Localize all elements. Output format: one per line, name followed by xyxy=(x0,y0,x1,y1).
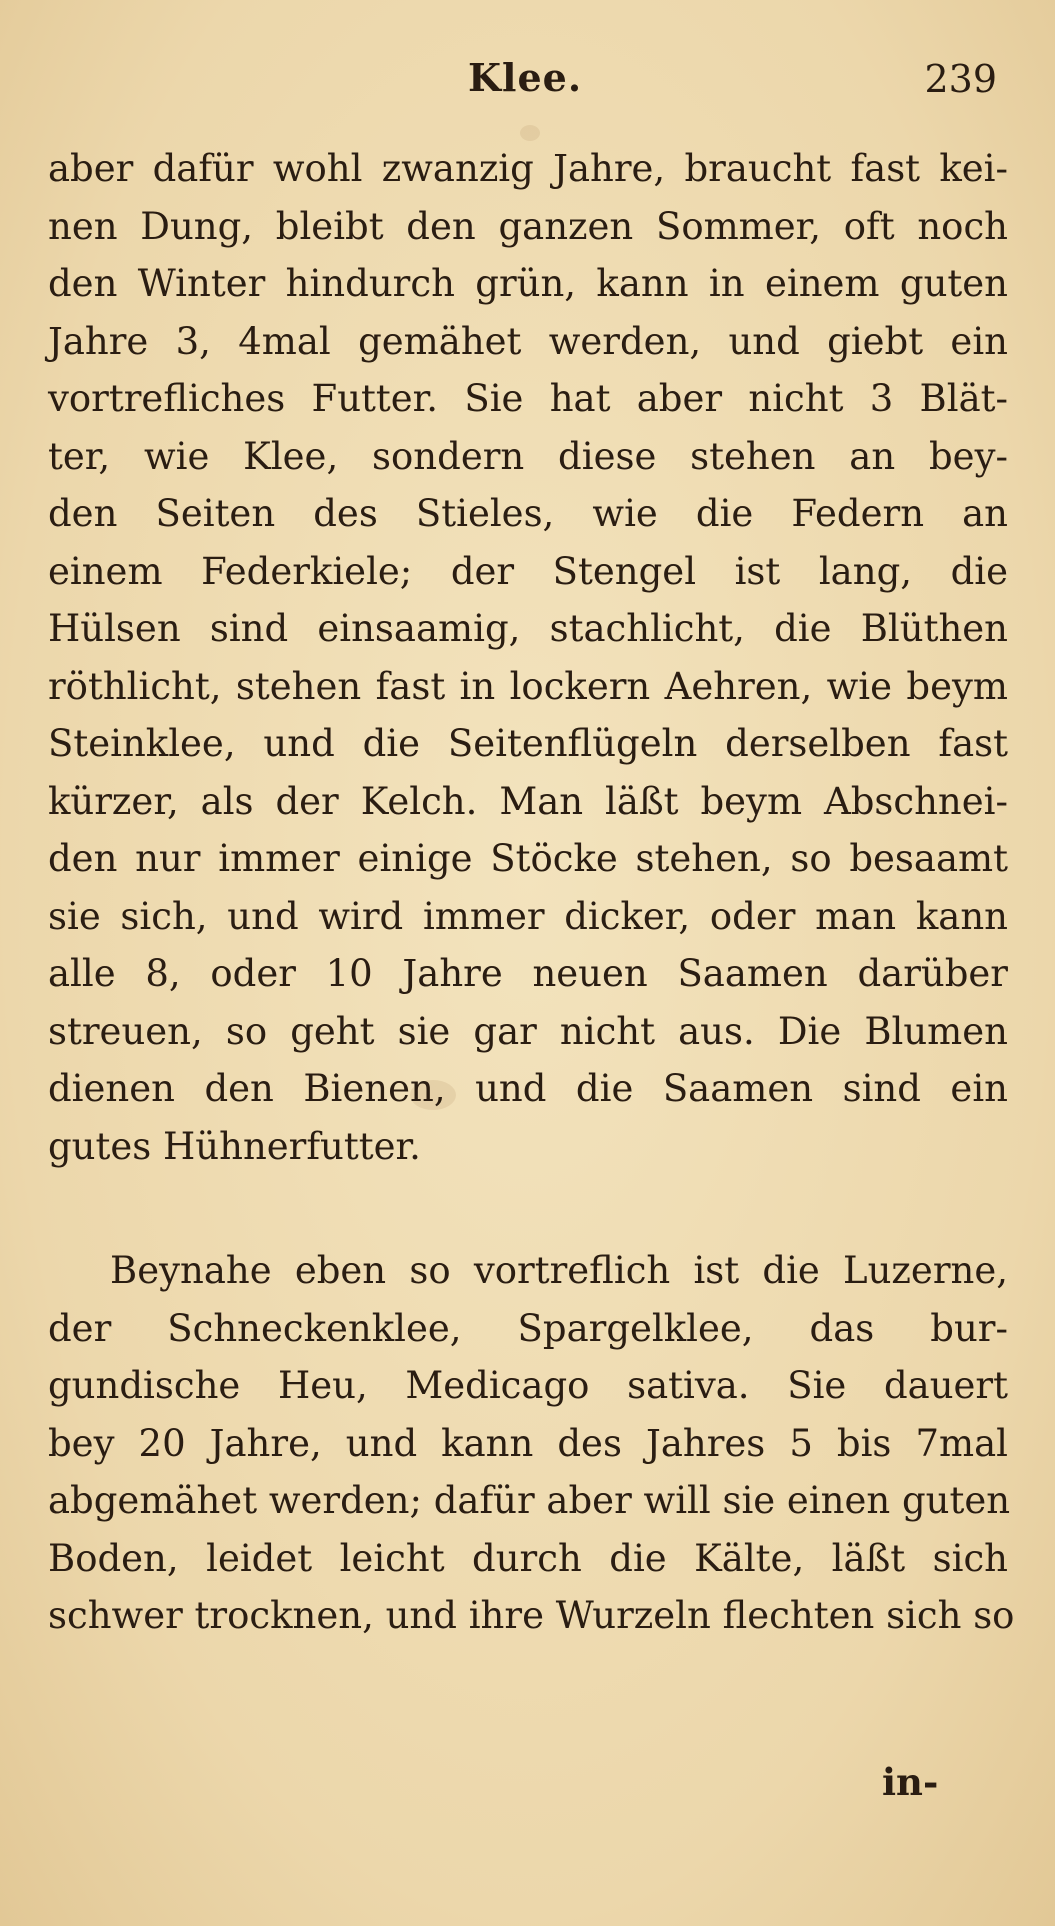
text-line: alle 8, oder 10 Jahre neuen Saamen darüber xyxy=(48,952,1008,995)
text-line: kürzer, als der Kelch. Man läßt beym Abschnei- xyxy=(48,779,1008,823)
paragraph xyxy=(48,140,1008,1175)
paragraph xyxy=(48,1242,1015,1645)
text-line: röthlicht, stehen fast in lockern Aehren, wie beym xyxy=(48,664,1008,708)
paper-stain xyxy=(520,125,540,141)
text-line: abgemähet werden; dafür aber will sie einen guten xyxy=(48,1479,1011,1522)
text-line: den Winter hindurch grün, kann in einem guten xyxy=(48,262,1008,305)
text-line: gutes Hühnerfutter. xyxy=(48,1124,421,1168)
paragraph-gap xyxy=(48,1175,1008,1242)
catchword: in- xyxy=(882,1760,939,1804)
text-line: Jahre 3, 4mal gemähet werden, und giebt ein xyxy=(48,319,1008,363)
text-line: Hülsen sind einsaamig, stachlicht, die Blüthen xyxy=(48,607,1008,650)
text-line: Steinklee, und die Seitenflügeln derselben fast xyxy=(48,722,1008,765)
text-line: den Seiten des Stieles, wie die Federn an xyxy=(48,492,1008,535)
text-line: einem Federkiele; der Stengel ist lang, die xyxy=(48,549,1008,593)
page-header xyxy=(0,55,1055,115)
page-number: 239 xyxy=(924,57,997,101)
text-line: Boden, leidet leicht durch die Kälte, läßt sich xyxy=(48,1536,1008,1580)
text-line: schwer trocknen, und ihre Wurzeln flechten sich so xyxy=(48,1594,1015,1637)
text-line: sie sich, und wird immer dicker, oder man kann xyxy=(48,894,1008,938)
running-head: Klee. xyxy=(468,55,583,100)
text-line: bey 20 Jahre, und kann des Jahres 5 bis 7mal xyxy=(48,1421,1008,1465)
text-line: nen Dung, bleibt den ganzen Sommer, oft noch xyxy=(48,204,1008,248)
text-line: Beynahe eben so vortreflich ist die Luzerne, xyxy=(110,1249,1008,1292)
body-text xyxy=(48,140,1015,1645)
text-line: gundische Heu, Medicago sativa. Sie dauert xyxy=(48,1364,1008,1407)
text-line: den nur immer einige Stöcke stehen, so besaamt xyxy=(48,837,1008,880)
text-line: ter, wie Klee, sondern diese stehen an bey- xyxy=(48,434,1008,478)
text-line: vortrefliches Futter. Sie hat aber nicht 3 Blät- xyxy=(48,377,1008,420)
text-line: streuen, so geht sie gar nicht aus. Die Blumen xyxy=(48,1009,1008,1053)
text-line: aber dafür wohl zwanzig Jahre, braucht fast kei- xyxy=(48,147,1008,190)
text-line: der Schneckenklee, Spargelklee, das bur- xyxy=(48,1306,1008,1350)
text-line: dienen den Bienen, und die Saamen sind ein xyxy=(48,1067,1008,1110)
